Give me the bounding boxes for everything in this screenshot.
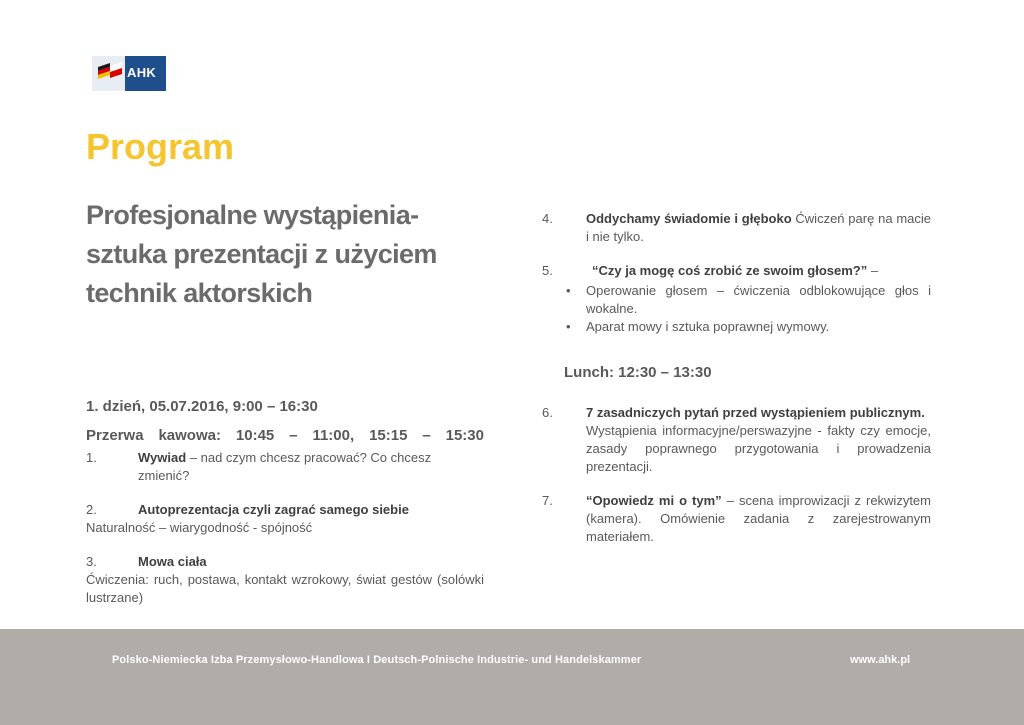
page-subtitle: Profesjonalne wystąpienia- sztuka prezentacji z użyciem technik aktorskich bbox=[86, 200, 437, 308]
logo-text: AHK bbox=[127, 65, 157, 80]
item-title: Mowa ciała bbox=[138, 554, 207, 569]
item-number: 5. bbox=[542, 263, 553, 278]
agenda-item-6 bbox=[542, 404, 931, 476]
agenda-item-4 bbox=[542, 210, 931, 246]
bullet-item: • Aparat mowy i sztuka poprawnej wymowy. bbox=[566, 319, 830, 334]
item-description: Ćwiczenia: ruch, postawa, kontakt wzrokowy, świat gestów (solówki lustrzane) bbox=[86, 572, 484, 605]
item-text: Wystąpienia informacyjne/perswazyjne - fakty czy emocje, zasady poprawnego przygotowania i prowadzenia prezentacji. bbox=[586, 423, 931, 474]
item-text: – scena improwizacji z rekwizytem (kamera). Omówienie zadania z zarejestrowanym materiałem. bbox=[586, 493, 931, 544]
ahk-logo bbox=[92, 56, 166, 91]
coffee-break: Przerwa kawowa: 10:45 – 11:00, 15:15 – 15:30 bbox=[86, 427, 484, 444]
item-number: 6. bbox=[542, 405, 553, 420]
day-heading: 1. dzień, 05.07.2016, 9:00 – 16:30 bbox=[86, 398, 318, 415]
item-title: Oddychamy świadomie i głęboko bbox=[586, 211, 792, 226]
bullet-icon: • bbox=[566, 283, 571, 298]
agenda-item-2 bbox=[86, 501, 484, 537]
item-number: 4. bbox=[542, 211, 553, 226]
item-number: 2. bbox=[86, 502, 97, 517]
item-text: – nad czym chcesz pracować? Co chcesz zmienić? bbox=[138, 450, 432, 483]
item-number: 3. bbox=[86, 554, 97, 569]
agenda-item-1 bbox=[86, 449, 484, 485]
item-title: Autoprezentacja czyli zagrać samego siebie bbox=[138, 502, 409, 517]
item-title: “Opowiedz mi o tym” bbox=[586, 493, 722, 508]
agenda-item-5 bbox=[542, 262, 931, 336]
page-title: Program bbox=[86, 126, 235, 167]
bullet-item: • Operowanie głosem – ćwiczenia odblokowujące głos i wokalne. bbox=[566, 283, 931, 316]
agenda-item-7 bbox=[542, 492, 931, 546]
agenda-item-3 bbox=[86, 553, 484, 607]
footer-website-link[interactable]: www.ahk.pl bbox=[850, 654, 911, 666]
item-text: – bbox=[867, 263, 879, 278]
item-number: 1. bbox=[86, 450, 97, 465]
footer bbox=[0, 629, 1024, 725]
left-column bbox=[86, 398, 484, 623]
item-title: Wywiad bbox=[138, 450, 187, 465]
footer-organization: Polsko-Niemiecka Izba Przemysłowo-Handlowa I Deutsch-Polnische Industrie- und Handelskammer bbox=[112, 654, 642, 666]
item-number: 7. bbox=[542, 493, 553, 508]
bullet-list bbox=[542, 282, 931, 336]
item-description: Naturalność – wiarygodność - spójność bbox=[86, 520, 313, 535]
lunch-heading: Lunch: 12:30 – 13:30 bbox=[564, 364, 712, 381]
item-title: “Czy ja mogę coś zrobić ze swoim głosem?” bbox=[592, 263, 868, 278]
flags-icon bbox=[92, 56, 125, 91]
right-column bbox=[542, 210, 931, 562]
bullet-icon: • bbox=[566, 319, 571, 334]
item-text: Ćwiczeń parę na macie i nie tylko. bbox=[586, 211, 931, 244]
item-title: 7 zasadniczych pytań przed wystąpieniem publicznym. bbox=[586, 405, 925, 420]
